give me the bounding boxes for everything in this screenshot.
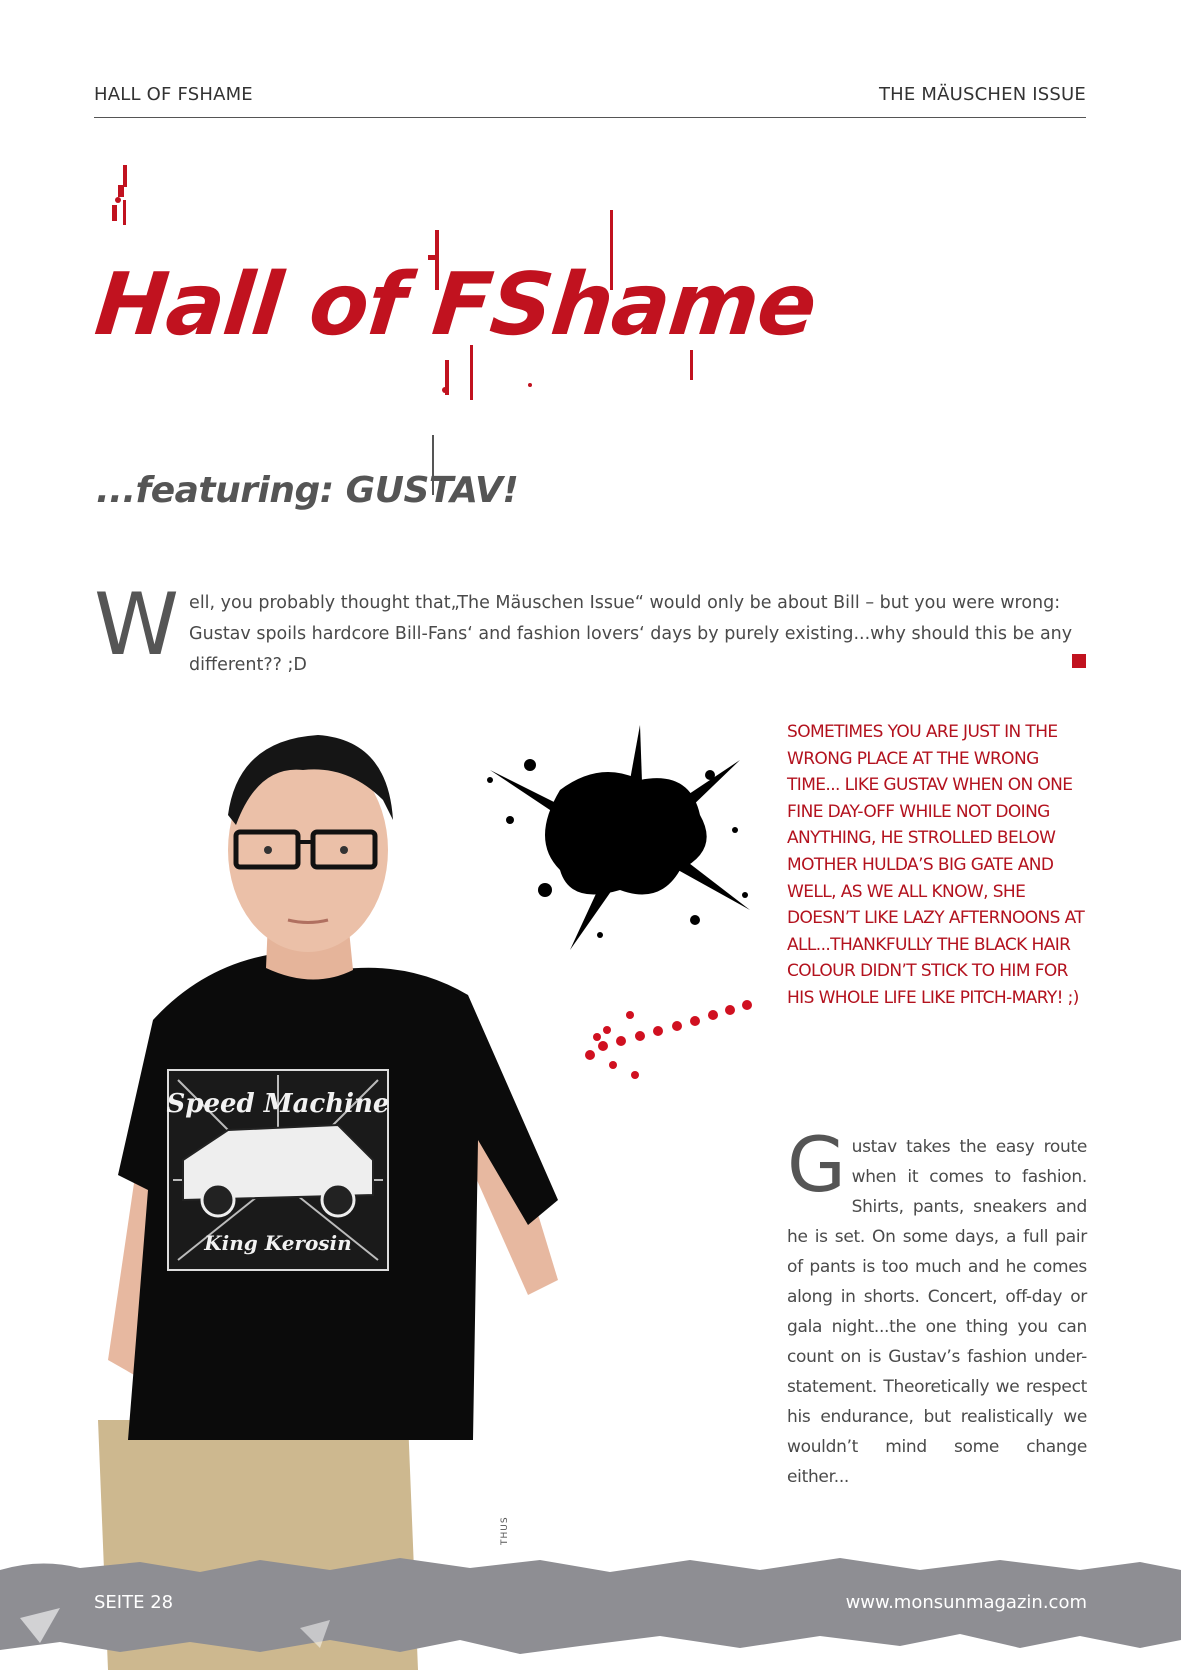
body-paragraph bbox=[787, 1120, 1087, 1492]
paragraph-end-marker bbox=[1072, 654, 1086, 668]
intro-paragraph bbox=[94, 575, 1090, 681]
title-block bbox=[90, 160, 890, 420]
shirt-print-top: Speed Machine bbox=[166, 1089, 390, 1119]
intro-dropcap: W bbox=[94, 575, 180, 675]
header-divider bbox=[94, 117, 1086, 118]
page-title: Hall of FShame bbox=[90, 255, 821, 355]
ink-splat-decoration bbox=[450, 720, 770, 960]
body-text: ustav takes the easy route when it comes to fashion. Shirts, pants, sneakers and he is set. On some days, a full pair of pants is too much and he comes along in shorts. Concert, off-day or gala night...the one thing you can count on is Gustav’s fashion under-statement. Theoretically we respect his endurance, but realistically we wouldn’t mind some change either... bbox=[787, 1137, 1087, 1487]
page-number: SEITE 28 bbox=[94, 1592, 174, 1613]
sidebar-quote: SOMETIMES YOU ARE JUST IN THE WRONG PLACE AT THE WRONG TIME... LIKE GUSTAV WHEN ON ONE FINE DAY-OFF WHILE NOT DOING ANYTHING, HE STROLLED BELOW MOTHER HULDA’S BIG GATE AND WELL, AS WE ALL KNOW, SHE DOESN’T LIKE LAZY AFTERNOONS AT ALL...THANKFULLY THE BLACK HAIR COLOUR DIDN’T STICK TO HIM FOR HIS WHOLE LIFE LIKE PITCH-MARY! ;) bbox=[787, 722, 1085, 1008]
photo-credit: THUS bbox=[500, 1516, 510, 1545]
intro-text: ell, you probably thought that„The Mäuschen Issue“ would only be about Bill – but you were wrong: Gustav spoils hardcore Bill-Fans‘ and fashion lovers‘ days by purely existing...why should this be any different?? ;D bbox=[189, 593, 1073, 675]
section-header: HALL OF FSHAME bbox=[94, 84, 253, 105]
issue-header: THE MÄUSCHEN ISSUE bbox=[878, 84, 1086, 105]
subtitle: ...featuring: GUSTAV! bbox=[96, 470, 519, 511]
body-dropcap: G bbox=[787, 1120, 846, 1209]
red-dots-arrow-decoration bbox=[585, 995, 755, 1080]
shirt-print-bottom: King Kerosin bbox=[204, 1231, 352, 1255]
footer-url-link[interactable]: www.monsunmagazin.com bbox=[845, 1592, 1087, 1613]
